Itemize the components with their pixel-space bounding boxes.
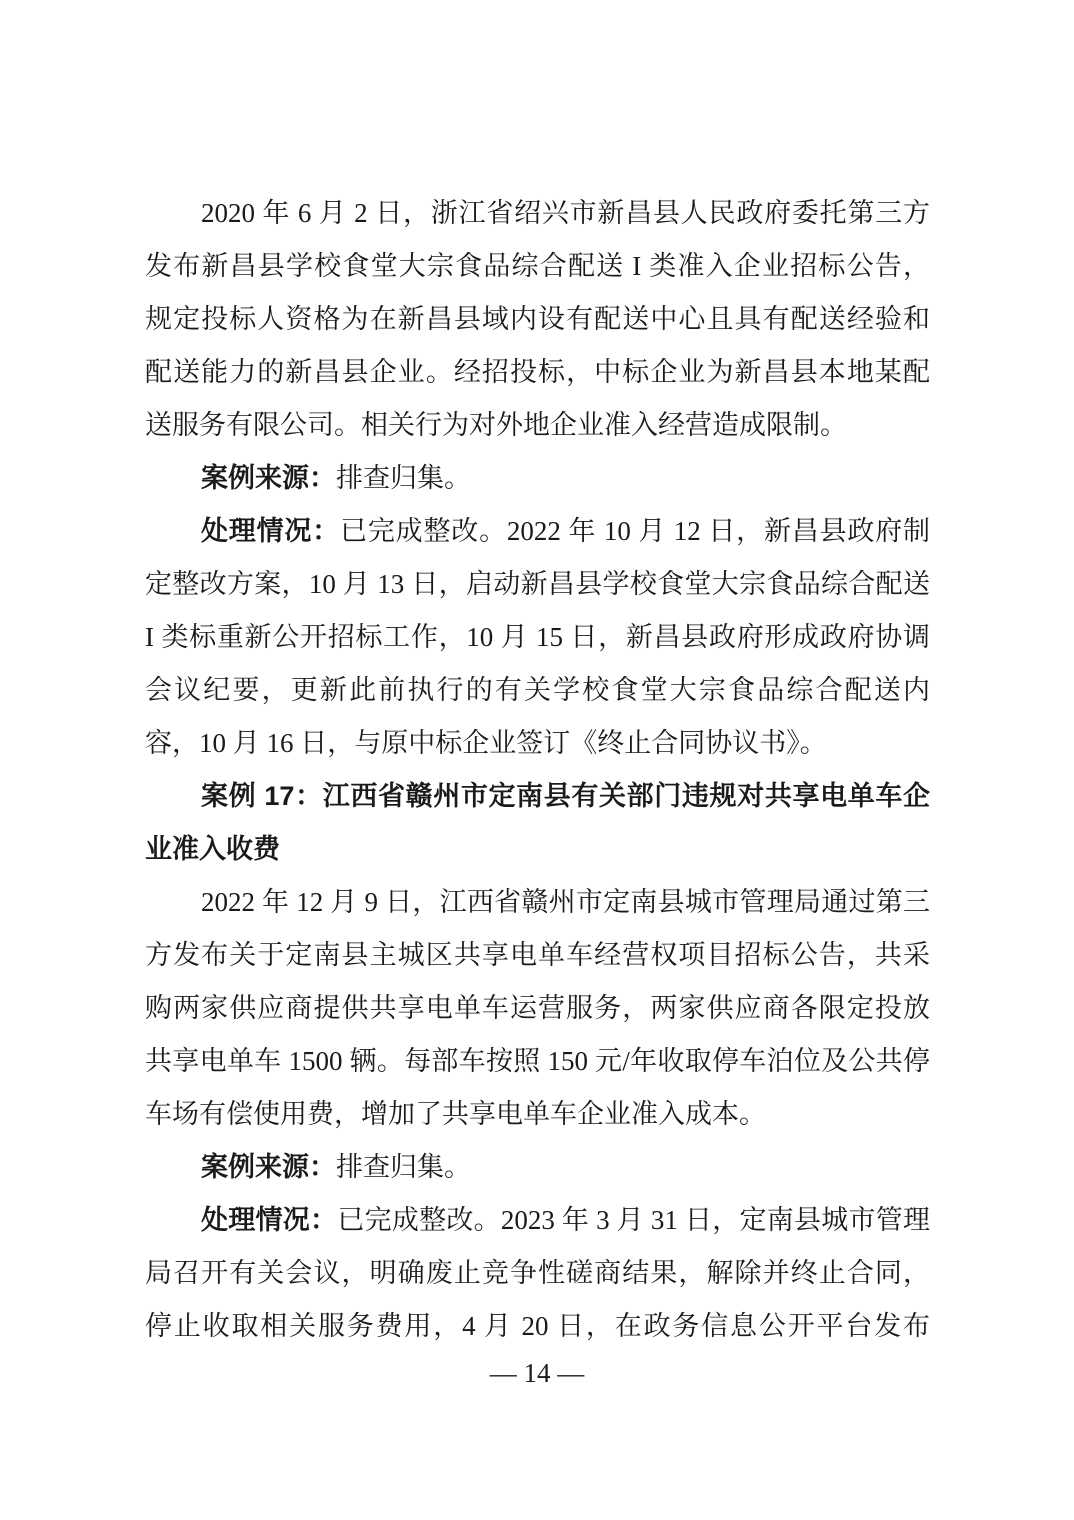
- body-text: 局召开有关会议，明确废止竞争性磋商结果，解除并终止合同，: [145, 1258, 930, 1288]
- body-text: 送服务有限公司。相关行为对外地企业准入经营造成限制。: [145, 410, 847, 440]
- body-text: 2022 年 12 月 9 日，江西省赣州市定南县城市管理局通过第三: [201, 887, 930, 917]
- text-line: [145, 1141, 930, 1194]
- bold-label: 处理情况：: [201, 516, 341, 546]
- text-line: [145, 558, 930, 611]
- text-line: [145, 611, 930, 664]
- text-line: [145, 452, 930, 505]
- text-line: [145, 240, 930, 293]
- text-line: [145, 293, 930, 346]
- body-text: 方发布关于定南县主城区共享电单车经营权项目招标公告，共采: [145, 940, 930, 970]
- body-text: 停止收取相关服务费用，4 月 20 日，在政务信息公开平台发布: [145, 1311, 930, 1341]
- text-line: [145, 399, 930, 452]
- text-line: [145, 929, 930, 982]
- text-line: [145, 1247, 930, 1300]
- page-number: — 14 —: [489, 1358, 585, 1388]
- body-text: 排查归集。: [336, 463, 471, 493]
- body-text: 购两家供应商提供共享电单车运营服务，两家供应商各限定投放: [145, 993, 930, 1023]
- text-line: [145, 1194, 930, 1247]
- text-line: [145, 1300, 930, 1353]
- text-block: [145, 187, 930, 1353]
- text-line: [145, 717, 930, 770]
- bold-label: 处理情况：: [201, 1205, 338, 1235]
- body-text: 发布新昌县学校食堂大宗食品综合配送 I 类准入企业招标公告，: [145, 251, 930, 281]
- text-line: [145, 876, 930, 929]
- body-text: 排查归集。: [336, 1152, 471, 1182]
- body-text: 会议纪要，更新此前执行的有关学校食堂大宗食品综合配送内: [145, 675, 930, 705]
- text-line: [145, 770, 930, 823]
- text-line: [145, 982, 930, 1035]
- bold-label: 案例来源：: [201, 463, 336, 493]
- body-text: 共享电单车 1500 辆。每部车按照 150 元/年收取停车泊位及公共停: [145, 1046, 930, 1076]
- body-text: 车场有偿使用费，增加了共享电单车企业准入成本。: [145, 1099, 766, 1129]
- text-line: [145, 505, 930, 558]
- text-line: [145, 823, 930, 876]
- text-line: [145, 187, 930, 240]
- body-text: 2020 年 6 月 2 日，浙江省绍兴市新昌县人民政府委托第三方: [201, 198, 930, 228]
- body-text: I 类标重新公开招标工作，10 月 15 日，新昌县政府形成政府协调: [145, 622, 930, 652]
- body-text: 配送能力的新昌县企业。经招投标，中标企业为新昌县本地某配: [145, 357, 930, 387]
- text-line: [145, 346, 930, 399]
- body-text: 定整改方案，10 月 13 日，启动新昌县学校食堂大宗食品综合配送: [145, 569, 930, 599]
- text-line: [145, 664, 930, 717]
- body-text: 规定投标人资格为在新昌县域内设有配送中心且具有配送经验和: [145, 304, 930, 334]
- bold-label: 业准入收费: [145, 834, 280, 864]
- bold-label: 案例 17：江西省赣州市定南县有关部门违规对共享电单车企: [201, 781, 930, 811]
- body-text: 已完成整改。2023 年 3 月 31 日，定南县城市管理: [337, 1205, 930, 1235]
- text-line: [145, 1035, 930, 1088]
- bold-label: 案例来源：: [201, 1152, 336, 1182]
- text-line: [145, 1088, 930, 1141]
- body-text: 已完成整改。2022 年 10 月 12 日，新昌县政府制: [340, 516, 930, 546]
- body-text: 容，10 月 16 日，与原中标企业签订《终止合同协议书》。: [145, 728, 827, 758]
